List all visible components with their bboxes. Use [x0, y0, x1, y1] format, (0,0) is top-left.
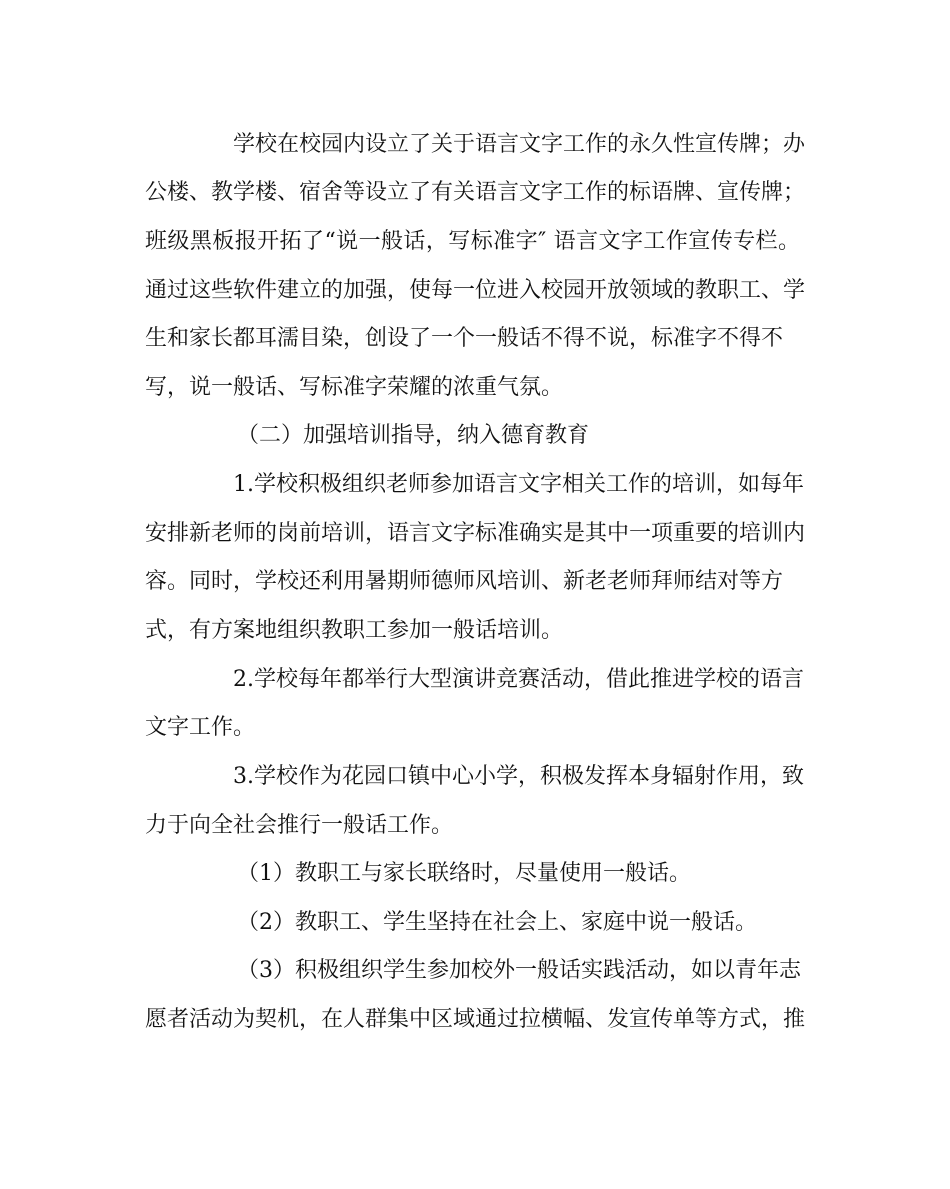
paragraph-line: 力于向全社会推行一般话工作。	[145, 813, 454, 838]
list-item-line: （2）教职工、学生坚持在社会上、家庭中说一般话。	[237, 910, 757, 935]
paragraph-line: 写，说一般话、写标准字荣耀的浓重气氛。	[145, 375, 564, 400]
paragraph-line: 容。同时，学校还利用暑期师德师风培训、新老老师拜师结对等方	[145, 569, 784, 594]
paragraph-line: 学校在校园内设立了关于语言文字工作的永久性宣传牌；办	[233, 132, 806, 157]
paragraph-line: 愿者活动为契机，在人群集中区域通过拉横幅、发宣传单等方式，推	[145, 1007, 806, 1032]
list-item-line: （3）积极组织学生参加校外一般话实践活动，如以青年志	[237, 958, 801, 983]
paragraph-line: 安排新老师的岗前培训，语言文字标准确实是其中一项重要的培训内	[145, 521, 806, 546]
paragraph-line: 式，有方案地组织教职工参加一般话培训。	[145, 618, 564, 643]
paragraph-line: 1.学校积极组织老师参加语言文字相关工作的培训，如每年	[233, 472, 804, 497]
section-heading: （二）加强培训指导，纳入德育教育	[237, 423, 590, 448]
paragraph-line: 生和家长都耳濡目染，创设了一个一般话不得不说，标准字不得不	[145, 326, 784, 351]
paragraph-line: 班级黑板报开拓了“说一般话，写标准字″ 语言文字工作宣传专栏。	[145, 229, 800, 254]
paragraph-line: 通过这些软件建立的加强，使每一位进入校园开放领域的教职工、学	[145, 278, 806, 303]
paragraph-line: 公楼、教学楼、宿舍等设立了有关语言文字工作的标语牌、宣传牌；	[145, 180, 806, 205]
list-item-line: （1）教职工与家长联络时，尽量使用一般话。	[237, 861, 691, 886]
paragraph-line: 3.学校作为花园口镇中心小学，积极发挥本身辐射作用，致	[233, 764, 804, 789]
paragraph-line: 2.学校每年都举行大型演讲竞赛活动，借此推进学校的语言	[233, 667, 804, 692]
paragraph-line: 文字工作。	[145, 715, 256, 740]
